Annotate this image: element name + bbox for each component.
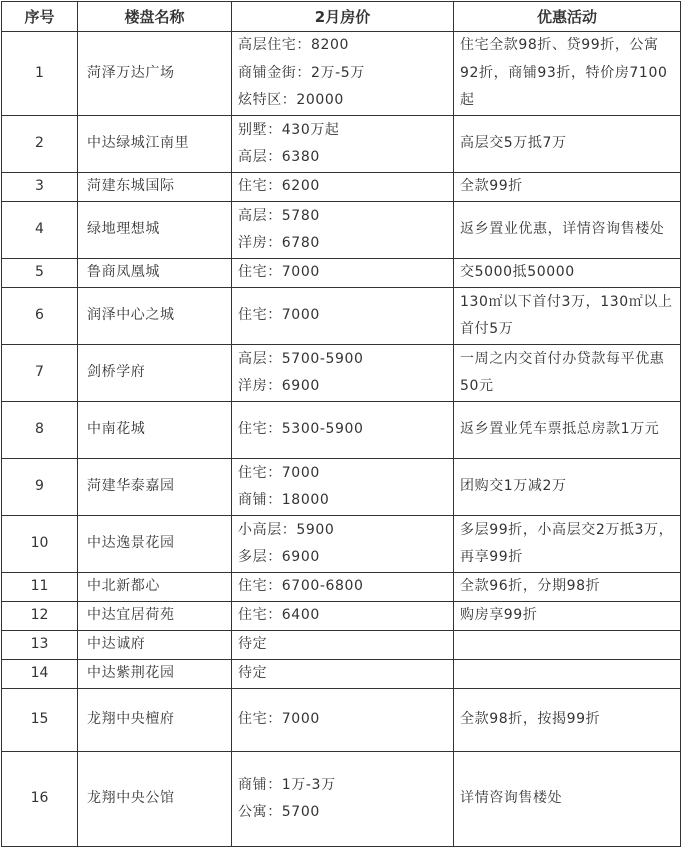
cell-no: 12 (2, 602, 78, 631)
cell-no: 9 (2, 459, 78, 516)
cell-promotion: 全款98折，按揭99折 (454, 689, 681, 752)
cell-promotion: 全款99折 (454, 173, 681, 202)
cell-project-name: 鲁商凤凰城 (78, 259, 232, 288)
cell-no: 10 (2, 516, 78, 573)
cell-promotion (454, 660, 681, 689)
cell-price (232, 345, 454, 402)
price-line: 待定 (238, 665, 268, 682)
cell-no: 13 (2, 631, 78, 660)
price-line: 住宅：7000 (238, 464, 320, 481)
table-row (2, 752, 681, 847)
cell-project-name: 剑桥学府 (78, 345, 232, 402)
cell-price (232, 202, 454, 259)
price-line: 住宅：7000 (238, 711, 320, 728)
price-line: 住宅：7000 (238, 264, 320, 281)
price-line: 商铺金街：2万-5万 (238, 64, 365, 81)
cell-promotion: 返乡置业优惠，详情咨询售楼处 (454, 202, 681, 259)
cell-project-name: 中达诚府 (78, 631, 232, 660)
table-row (2, 288, 681, 345)
cell-promotion: 住宅全款98折、贷99折，公寓92折，商铺93折，特价房7100起 (454, 32, 681, 116)
cell-no: 11 (2, 573, 78, 602)
cell-price (232, 32, 454, 116)
header-promo: 优惠活动 (454, 2, 681, 32)
table-row (2, 402, 681, 459)
cell-project-name: 中达宜居荷苑 (78, 602, 232, 631)
cell-no: 15 (2, 689, 78, 752)
price-line: 小高层：5900 (238, 521, 335, 538)
cell-promotion: 购房享99折 (454, 602, 681, 631)
table-row (2, 689, 681, 752)
cell-promotion: 高层交5万抵7万 (454, 116, 681, 173)
header-no: 序号 (2, 2, 78, 32)
price-line: 公寓：5700 (238, 804, 320, 820)
cell-no: 1 (2, 32, 78, 116)
cell-price (232, 752, 454, 847)
table-row (2, 573, 681, 602)
table-row (2, 631, 681, 660)
cell-project-name: 菏建华泰嘉园 (78, 459, 232, 516)
cell-promotion (454, 631, 681, 660)
price-line: 待定 (238, 636, 268, 653)
price-line: 住宅：6200 (238, 178, 320, 195)
table-row (2, 259, 681, 288)
table-row (2, 459, 681, 516)
cell-price (232, 402, 454, 459)
cell-project-name: 中达紫荆花园 (78, 660, 232, 689)
price-line: 住宅：7000 (238, 307, 320, 324)
price-line: 洋房：6900 (238, 378, 320, 394)
table-row (2, 173, 681, 202)
price-line: 洋房：6780 (238, 235, 320, 251)
price-line: 住宅：6700-6800 (238, 578, 364, 595)
header-price: 2月房价 (232, 2, 454, 32)
cell-project-name: 龙翔中央公馆 (78, 752, 232, 847)
table-header-row (2, 2, 681, 32)
table-row (2, 602, 681, 631)
cell-price (232, 689, 454, 752)
price-line: 炫特区：20000 (238, 92, 344, 109)
cell-price (232, 173, 454, 202)
cell-price (232, 259, 454, 288)
cell-price (232, 660, 454, 689)
cell-price (232, 573, 454, 602)
cell-promotion: 130㎡以下首付3万，130㎡以上首付5万 (454, 288, 681, 345)
cell-no: 8 (2, 402, 78, 459)
cell-project-name: 润泽中心之城 (78, 288, 232, 345)
cell-price (232, 602, 454, 631)
table-body (2, 32, 681, 847)
price-line: 高层住宅：8200 (238, 37, 350, 54)
cell-no: 14 (2, 660, 78, 689)
cell-project-name: 中南花城 (78, 402, 232, 459)
cell-no: 5 (2, 259, 78, 288)
table-row (2, 116, 681, 173)
cell-no: 4 (2, 202, 78, 259)
cell-project-name: 龙翔中央檀府 (78, 689, 232, 752)
cell-project-name: 绿地理想城 (78, 202, 232, 259)
cell-promotion: 多层99折，小高层交2万抵3万，再享99折 (454, 516, 681, 573)
cell-no: 3 (2, 173, 78, 202)
price-line: 高层：5780 (238, 207, 320, 224)
cell-promotion: 详情咨询售楼处 (454, 752, 681, 847)
cell-no: 2 (2, 116, 78, 173)
cell-price (232, 288, 454, 345)
cell-no: 7 (2, 345, 78, 402)
cell-price (232, 459, 454, 516)
cell-no: 6 (2, 288, 78, 345)
header-name: 楼盘名称 (78, 2, 232, 32)
cell-project-name: 中达逸景花园 (78, 516, 232, 573)
cell-project-name: 中达绿城江南里 (78, 116, 232, 173)
price-line: 多层：6900 (238, 549, 320, 565)
price-line: 住宅：6400 (238, 607, 320, 624)
cell-project-name: 中北新都心 (78, 573, 232, 602)
price-line: 住宅：5300-5900 (238, 421, 364, 438)
cell-promotion: 一周之内交首付办贷款每平优惠50元 (454, 345, 681, 402)
table-row (2, 202, 681, 259)
cell-project-name: 菏泽万达广场 (78, 32, 232, 116)
price-line: 别墅：430万起 (238, 121, 340, 138)
price-line: 商铺：1万-3万 (238, 776, 336, 793)
cell-promotion: 交5000抵50000 (454, 259, 681, 288)
price-line: 高层：5700-5900 (238, 350, 364, 367)
cell-no: 16 (2, 752, 78, 847)
cell-project-name: 菏建东城国际 (78, 173, 232, 202)
table-row (2, 516, 681, 573)
cell-promotion: 返乡置业凭车票抵总房款1万元 (454, 402, 681, 459)
table-row (2, 32, 681, 116)
housing-price-table (1, 1, 681, 847)
cell-price (232, 116, 454, 173)
cell-promotion: 团购交1万减2万 (454, 459, 681, 516)
price-line: 商铺：18000 (238, 492, 330, 508)
price-line: 高层：6380 (238, 149, 320, 165)
table-row (2, 660, 681, 689)
cell-promotion: 全款96折，分期98折 (454, 573, 681, 602)
cell-price (232, 516, 454, 573)
table-row (2, 345, 681, 402)
cell-price (232, 631, 454, 660)
